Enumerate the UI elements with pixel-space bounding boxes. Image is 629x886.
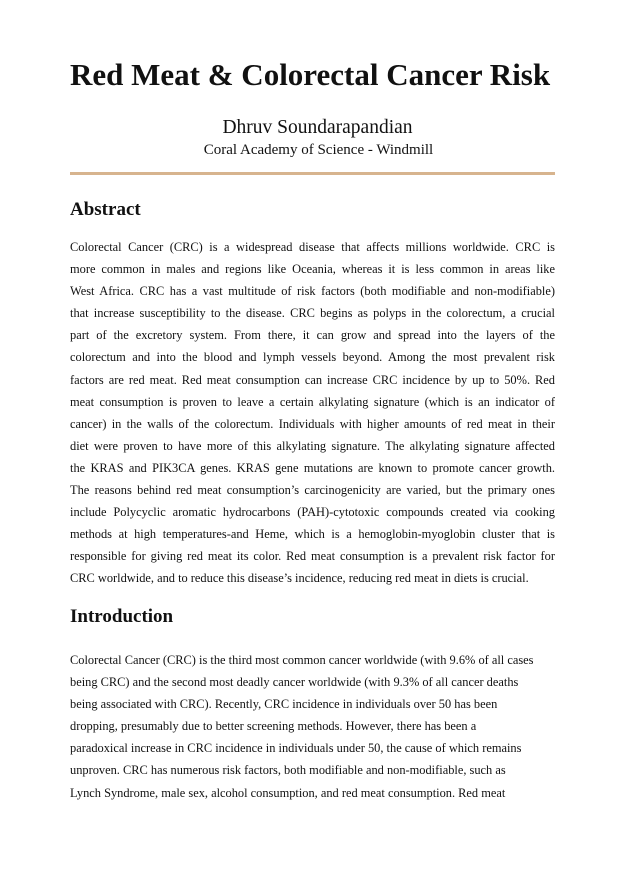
introduction-line: Colorectal Cancer (CRC) is the third most common cancer worldwide (with 9.6% of all cases <box>70 653 534 667</box>
author-affiliation <box>0 140 629 160</box>
abstract-line: methods at high temperatures-and Heme, which is a hemoglobin-myoglobin cluster that is <box>70 527 555 542</box>
introduction-line: dropping, presumably due to better screening methods. However, there has been a <box>70 719 477 734</box>
abstract-line: the KRAS and PIK3CA genes. KRAS gene mutations are known to promote cancer growth. <box>70 460 555 475</box>
abstract-line: responsible for giving red meat its color. Red meat consumption is a prevalent risk factor for <box>70 549 555 564</box>
introduction-body <box>70 649 555 804</box>
abstract-line: include Polycyclic aromatic hydrocarbons (PAH)-cytotoxic compounds created via cooking <box>70 505 555 520</box>
abstract-line: more common in males and regions like Oceania, whereas it is less common in areas like <box>70 262 555 277</box>
abstract-line: The reasons behind red meat consumption’s carcinogenicity are varied, but the primary ones <box>70 483 555 498</box>
abstract-body <box>70 236 555 590</box>
introduction-heading: Introduction <box>70 606 174 627</box>
abstract-line: West Africa. CRC has a vast multitude of risk factors (both modifiable and non-modifiable) <box>70 284 555 299</box>
abstract-line: colorectum and into the blood and lymph vessels beyond. Among the most prevalent risk <box>70 350 555 365</box>
introduction-line: Lynch Syndrome, male sex, alcohol consumption, and red meat consumption. Red meat <box>70 785 506 800</box>
title-divider <box>70 172 555 175</box>
abstract-heading: Abstract <box>70 199 141 220</box>
introduction-line: being CRC) and the second most deadly cancer worldwide (with 9.3% of all cancer deaths <box>70 675 519 690</box>
abstract-line: diet were proven to have more of this alkylating signature. The alkylating signature affected <box>70 438 555 453</box>
abstract-line: part of the excretory system. From there, it can grow and spread into the layers of the <box>70 328 555 343</box>
abstract-line: Colorectal Cancer (CRC) is a widespread disease that affects millions worldwide. CRC is <box>70 240 555 254</box>
abstract-line: meat consumption is proven to leave a certain alkylating signature (which is an indicator of <box>70 394 555 409</box>
paper-title: Red Meat & Colorectal Cancer Risk <box>70 57 551 92</box>
introduction-line: paradoxical increase in CRC incidence in individuals under 50, the cause of which remains <box>70 741 522 756</box>
abstract-line: that increase susceptibility to the disease. CRC begins as polyps in the colorectum, a crucial <box>70 306 555 321</box>
author-affiliation-text: Coral Academy of Science - Windmill <box>203 142 434 158</box>
abstract-line: cancer) in the walls of the colorectum. Individuals with higher amounts of red meat in their <box>70 416 555 431</box>
abstract-line: factors are red meat. Red meat consumption can increase CRC incidence by up to 50%. Red <box>70 372 555 387</box>
introduction-line: unproven. CRC has numerous risk factors, both modifiable and non-modifiable, such as <box>70 763 506 778</box>
author-name-text: Dhruv Soundarapandian <box>222 117 413 138</box>
author-name <box>0 116 629 140</box>
introduction-line: being associated with CRC). Recently, CRC incidence in individuals over 50 has been <box>70 697 498 712</box>
abstract-line: CRC worldwide, and to reduce this disease’s incidence, reducing red meat in diets is crucial. <box>70 571 529 586</box>
